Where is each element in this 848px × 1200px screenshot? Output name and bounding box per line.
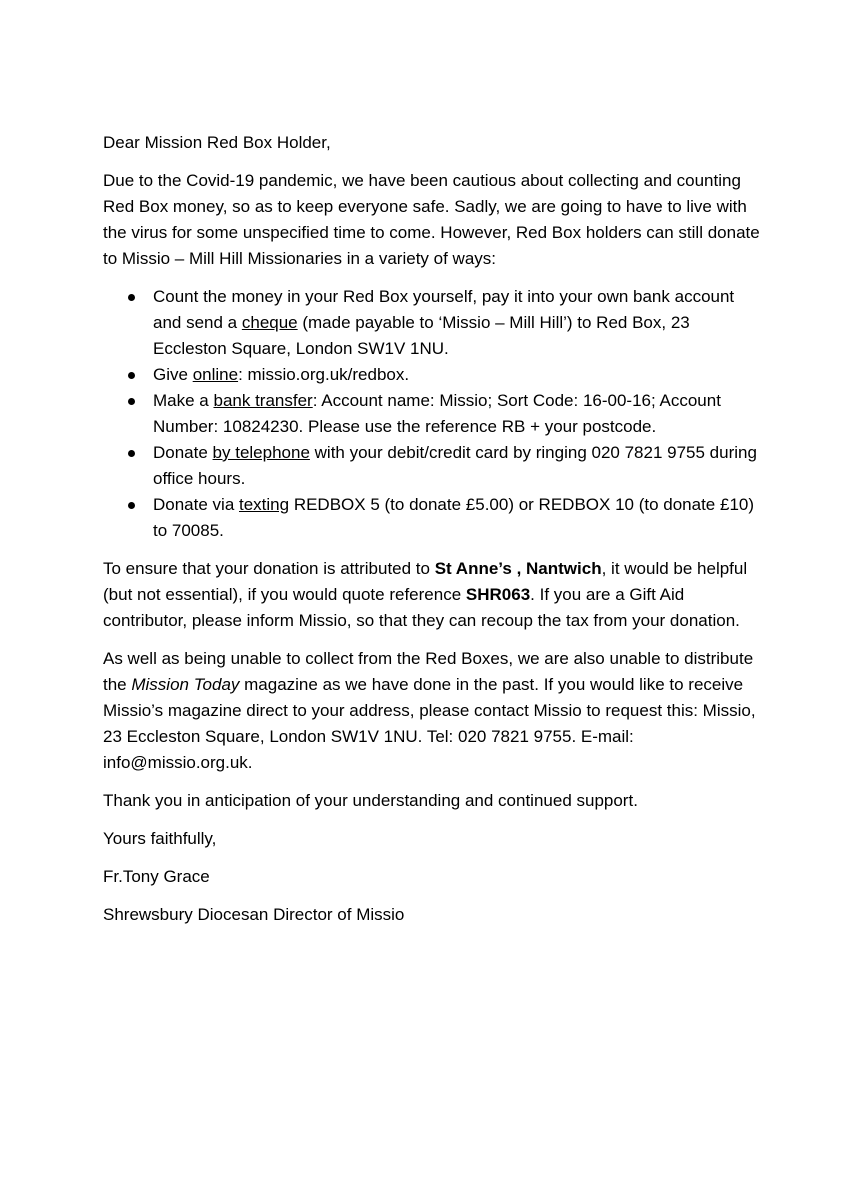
bullet-icon	[128, 398, 135, 405]
bullet-keyword: online	[192, 365, 239, 384]
bullet-text: Donate	[153, 443, 213, 462]
salutation: Dear Mission Red Box Holder,	[103, 133, 331, 152]
bullet-text: : missio.org.uk/redbox.	[238, 365, 410, 384]
bullet-keyword: by telephone	[212, 443, 310, 462]
magazine-text: As well as being unable to collect from the Red Boxes, we are also unable to distribute the	[103, 649, 754, 694]
bullet-text: Give	[153, 365, 193, 384]
bullet-keyword: bank transfer	[213, 391, 313, 410]
bullet-text: with your debit/credit card by ringing 020 7821 9755 during office hours.	[153, 443, 757, 488]
parish-name: St Anne’s , Nantwich	[434, 559, 602, 578]
list-item	[153, 492, 763, 544]
closing: Yours faithfully,	[103, 829, 217, 848]
magazine-title: Mission Today	[131, 675, 240, 694]
thanks-paragraph: Thank you in anticipation of your understanding and continued support.	[103, 791, 638, 810]
reference-code: SHR063	[465, 585, 531, 604]
list-item	[153, 362, 763, 388]
bullet-icon	[128, 502, 135, 509]
bullet-keyword: texting	[239, 495, 290, 514]
bullet-text: Donate via	[153, 495, 239, 514]
bullet-icon	[128, 294, 135, 301]
bullet-text: Count the money in your Red Box yourself, pay it into your own bank account and send a	[153, 287, 735, 332]
list-item	[153, 440, 763, 492]
list-item	[153, 284, 763, 362]
bullet-icon	[128, 372, 135, 379]
bullet-keyword: cheque	[241, 313, 298, 332]
letter-body	[103, 130, 763, 940]
donation-methods-list	[103, 284, 763, 544]
intro-paragraph: Due to the Covid-19 pandemic, we have been cautious about collecting and counting Red Box money, so as to keep everyone safe. Sadly, we are going to have to live with the virus for some unspecified time to come. However, Red Box holders can still donate to Missio – Mill Hill Missionaries in a variety of ways:	[103, 171, 760, 268]
attribution-text: . If you are a Gift Aid contributor, please inform Missio, so that they can recoup the tax from your donation.	[103, 585, 740, 630]
bullet-text: (made payable to ‘Missio – Mill Hill’) to Red Box, 23 Eccleston Square, London SW1V 1NU.	[153, 313, 690, 358]
bullet-text: Make a	[153, 391, 214, 410]
signatory-title: Shrewsbury Diocesan Director of Missio	[103, 905, 405, 924]
magazine-paragraph	[103, 646, 763, 776]
bullet-icon	[128, 450, 135, 457]
list-item	[153, 388, 763, 440]
signatory-name: Fr.Tony Grace	[103, 867, 210, 886]
bullet-text: : Account name: Missio; Sort Code: 16-00-16; Account Number: 10824230. Please use the reference RB + your postcode.	[153, 391, 721, 436]
attribution-text: To ensure that your donation is attributed to	[103, 559, 435, 578]
magazine-text: magazine as we have done in the past. If you would like to receive Missio’s magazine direct to your address, please contact Missio to request this: Missio, 23 Eccleston Square, London SW1V 1NU. Tel: 020 7821 9755. E-mail: info@missio.org.uk.	[103, 675, 756, 772]
attribution-paragraph	[103, 556, 763, 634]
bullet-text: REDBOX 5 (to donate £5.00) or REDBOX 10 (to donate £10) to 70085.	[153, 495, 755, 540]
attribution-text: , it would be helpful (but not essential), if you would quote reference	[103, 559, 748, 604]
